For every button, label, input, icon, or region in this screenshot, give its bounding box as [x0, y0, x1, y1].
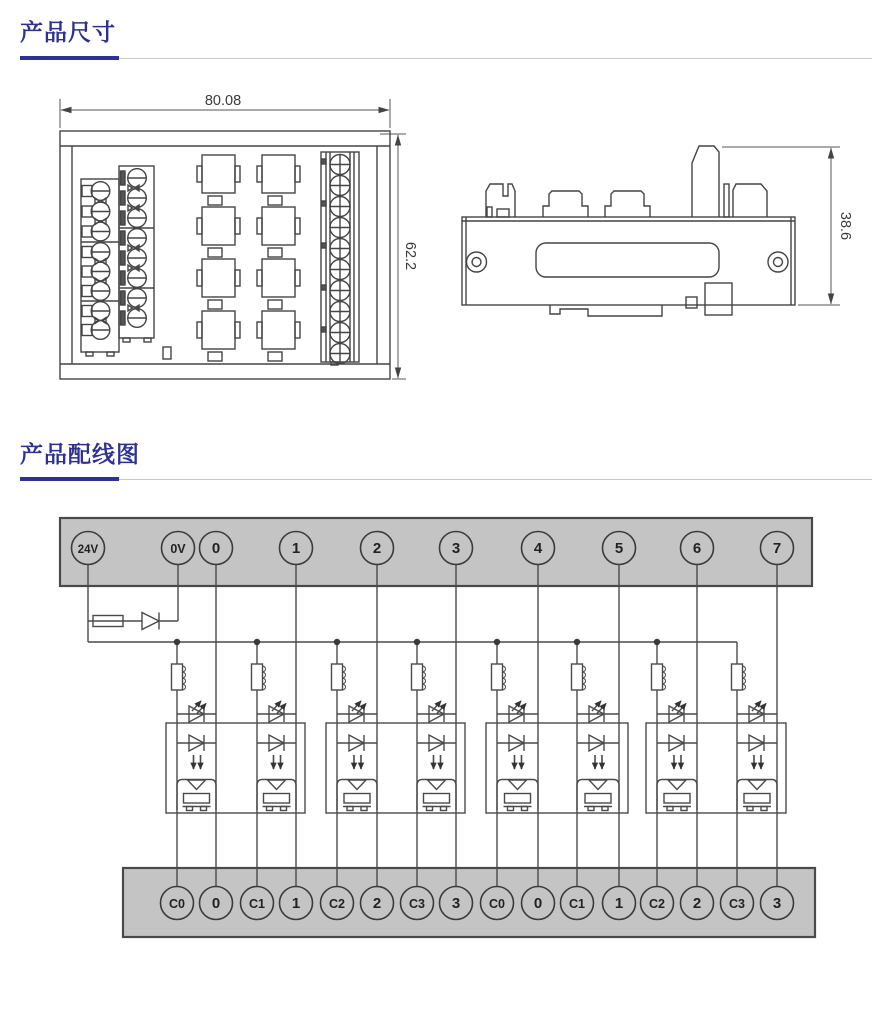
terminal-label: 0	[211, 895, 221, 912]
dimension-side-height-value: 38.6	[837, 211, 853, 241]
channel-circuit	[172, 642, 217, 887]
side-view-body	[462, 146, 795, 316]
terminal-label: C3	[409, 897, 425, 911]
connector-slot	[536, 243, 719, 277]
terminal-label: C2	[649, 897, 665, 911]
terminal-label: 5	[614, 540, 624, 557]
junction-dot	[334, 639, 340, 645]
section-title-wiring: 产品配线图	[20, 441, 140, 467]
terminal-tower-2	[733, 184, 767, 217]
relay-block	[197, 259, 240, 309]
mosfet-output-symbol	[177, 780, 216, 811]
terminal-label: C1	[569, 897, 585, 911]
terminal-label: 1	[291, 895, 301, 912]
terminal-label: 3	[451, 895, 461, 912]
terminal-tower	[692, 146, 719, 217]
channel-circuit	[332, 642, 378, 887]
terminal-label: 4	[533, 540, 543, 557]
mosfet-output-symbol	[417, 780, 456, 811]
channel-circuit	[732, 642, 778, 887]
title-rule	[119, 58, 872, 60]
channel-circuit	[252, 642, 297, 887]
top-boss-1	[543, 191, 588, 217]
mosfet-output-symbol	[657, 780, 697, 811]
resistor-symbol	[252, 664, 263, 690]
resistor-symbol	[412, 664, 423, 690]
optocoupler-boxes	[166, 723, 786, 813]
terminal-label: C2	[329, 897, 345, 911]
din-rail-channel	[550, 305, 662, 316]
terminal-label: 0V	[170, 542, 186, 556]
front-view-drawing	[40, 85, 420, 390]
title-rule-2	[119, 479, 872, 481]
terminal-label: C1	[249, 897, 265, 911]
terminal-label: 24V	[77, 544, 99, 556]
terminal-label: 1	[291, 540, 301, 557]
relay-block	[257, 259, 300, 309]
relay-block	[197, 155, 240, 205]
channel-circuit	[412, 642, 457, 887]
junction-dot	[494, 639, 500, 645]
terminal-label: 2	[692, 895, 702, 912]
terminal-label: C3	[729, 897, 745, 911]
protection-diode	[142, 613, 159, 630]
section-title-dimensions: 产品尺寸	[20, 19, 116, 45]
terminal-label: 0	[211, 540, 221, 557]
terminal-label: 7	[772, 540, 782, 557]
indicator-window	[163, 347, 171, 359]
output-channels	[172, 642, 778, 887]
dimension-side-height	[722, 147, 840, 305]
junction-dot	[574, 639, 580, 645]
terminal-label: C0	[489, 897, 505, 911]
relay-block	[197, 207, 240, 257]
terminal-label: 3	[772, 895, 782, 912]
resistor-symbol	[172, 664, 183, 690]
top-boss-2	[605, 191, 650, 217]
relay-block	[257, 207, 300, 257]
wiring-diagram	[40, 505, 840, 950]
resistor-symbol	[652, 664, 663, 690]
junction-dot	[174, 639, 180, 645]
channel-circuit	[652, 642, 698, 887]
front-view-body	[60, 131, 390, 379]
mosfet-output-symbol	[737, 780, 777, 811]
terminal-label: 6	[692, 540, 702, 557]
latch-tab	[486, 184, 515, 217]
dimension-width-value: 80.08	[204, 93, 242, 109]
wires	[88, 565, 777, 887]
resistor-symbol	[492, 664, 503, 690]
relay-block	[257, 155, 300, 205]
channel-circuit	[492, 642, 539, 887]
resistor-symbol	[732, 664, 743, 690]
screw-hole-right	[768, 252, 788, 272]
junction-dot	[414, 639, 420, 645]
channel-circuit	[572, 642, 620, 887]
mosfet-output-symbol	[337, 780, 377, 811]
terminal-label: 2	[372, 895, 382, 912]
title-rule-accent-2	[20, 477, 119, 481]
terminal-label: 2	[372, 540, 382, 557]
junction-dot	[254, 639, 260, 645]
title-rule-accent	[20, 56, 119, 60]
dimension-height-value: 62.2	[402, 241, 418, 271]
junction-dot	[654, 639, 660, 645]
mosfet-output-symbol	[257, 780, 296, 811]
resistor-symbol	[332, 664, 343, 690]
screw-hole-left	[467, 252, 487, 272]
terminal-label: 0	[533, 895, 543, 912]
din-latch	[705, 283, 732, 315]
terminal-label: 3	[451, 540, 461, 557]
resistor-symbol	[572, 664, 583, 690]
relay-blocks	[197, 155, 300, 361]
mosfet-output-symbol	[497, 780, 538, 811]
side-view-drawing	[440, 130, 860, 320]
terminal-label: 1	[614, 895, 624, 912]
terminal-label: C0	[169, 897, 185, 911]
relay-block	[197, 311, 240, 361]
relay-block	[257, 311, 300, 361]
mosfet-output-symbol	[577, 780, 619, 811]
